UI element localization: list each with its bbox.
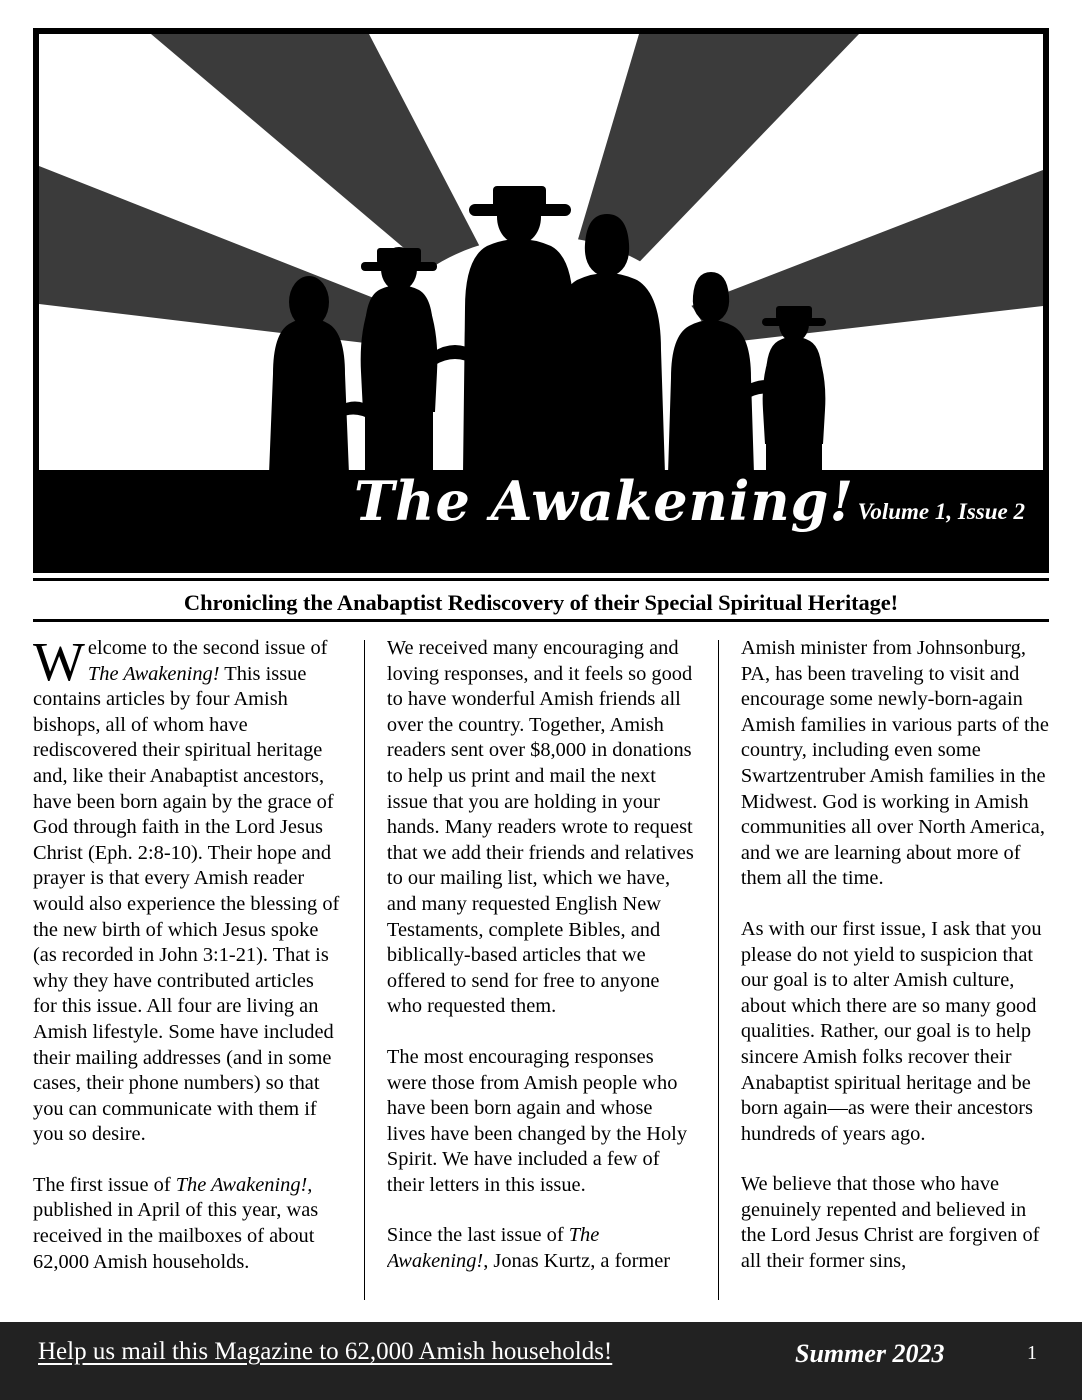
magazine-title: The Awakening! [354,469,855,533]
italic-text-run: The Awakening!, [175,1173,313,1196]
column-gap-1 [341,636,364,1304]
article-column-2 [387,636,695,1304]
text-run: published in April of this year, was received in the mailboxes of about 62,000 Amish households. [33,1199,319,1273]
article-column-3 [741,636,1049,1304]
text-run: The most encouraging responses were those from Amish people who have been born again and whose lives have been changed by the Holy Spirit. We have included a few of their letters in this issue. [386,1045,688,1196]
paragraph [33,1173,341,1275]
page-footer [0,1322,1082,1400]
paragraph [33,636,341,1148]
column-gap-4 [719,636,741,1304]
footer-call-to-action[interactable]: Help us mail this Magazine to 62,000 Amish households! [38,1338,613,1365]
text-run: This issue contains articles by four Amish bishops, all of whom have rediscovered their spiritual heritage and, like their Anabaptist ancestors, have been born again by the grace of God through faith in the Lord Jesus Christ (Eph. 2:8-10). Their hope and prayer is that every Amish reader would also experience the blessing of the new birth of which Jesus spoke (as recorded in John 3:1-21). That is why they have contributed articles for this issue. All four are living an Amish lifestyle. Some have included their mailing addresses (and in some cases, their phone numbers) so that you can communicate with them if you so desire. [33,662,340,1146]
article-columns [33,636,1049,1304]
paragraph [741,917,1049,1147]
article-column-1 [33,636,341,1304]
column-gap-3 [695,636,718,1304]
masthead-bottom-rule [33,578,1049,581]
tagline-bottom-rule [33,619,1049,622]
italic-text-run: The Awakening! [87,662,220,685]
column-gap-2 [365,636,387,1304]
footer-season-label: Summer 2023 [795,1339,945,1368]
tagline: Chronicling the Anabaptist Rediscovery of their Special Spiritual Heritage! [183,590,899,615]
paragraph [387,636,695,1020]
footer-page-number: 1 [1027,1342,1037,1364]
text-run: The first issue of [33,1173,176,1196]
masthead-image [33,28,1049,573]
text-run: Since the last issue of [386,1224,569,1247]
paragraph [387,1223,695,1274]
text-run: We received many encouraging and loving responses, and it feels so good to have wonderful Amish friends all over the country. Together, Amish readers sent over $8,000 in donations to help us print and mail the next issue that you are holding in your hands. Many readers wrote to request that we add their friends and relatives to our mailing list, which we have, and many requested English New Testaments, complete Bibles, and biblically-based articles that we offered to send for free to anyone who requested them. [386,637,694,1018]
italic-text-run: The Awakening! [386,1224,600,1273]
drop-cap: W [33,636,85,692]
text-run: We believe that those who have genuinely repented and believed in the Lord Jesus Christ are forgiven of all their former sins, [740,1173,1040,1273]
masthead-title-bar [39,469,1043,567]
volume-issue-label: Volume 1, Issue 2 [857,499,1025,524]
text-run: elcome to the second issue of [87,637,328,659]
text-run: Amish minister from Johnsonburg, PA, has been traveling to visit and encourage some newly-born-again Amish families in various parts of the country, including even some Swartzentruber Amish families in the Midwest. God is working in Amish communities all over North America, and we are learning about more of them all the time. [740,637,1049,890]
paragraph [741,636,1049,892]
paragraph [741,1172,1049,1274]
text-run: , Jonas Kurtz, a former [483,1250,671,1273]
text-run: As with our first issue, I ask that you please do not yield to suspicion that our goal is to alter Amish culture, about which there are so many good qualities. Rather, our goal is to help sincere Amish folks recover their Anabaptist spiritual heritage and be born again—as were their ancestors hundreds of years ago. [740,917,1042,1145]
paragraph [387,1045,695,1199]
